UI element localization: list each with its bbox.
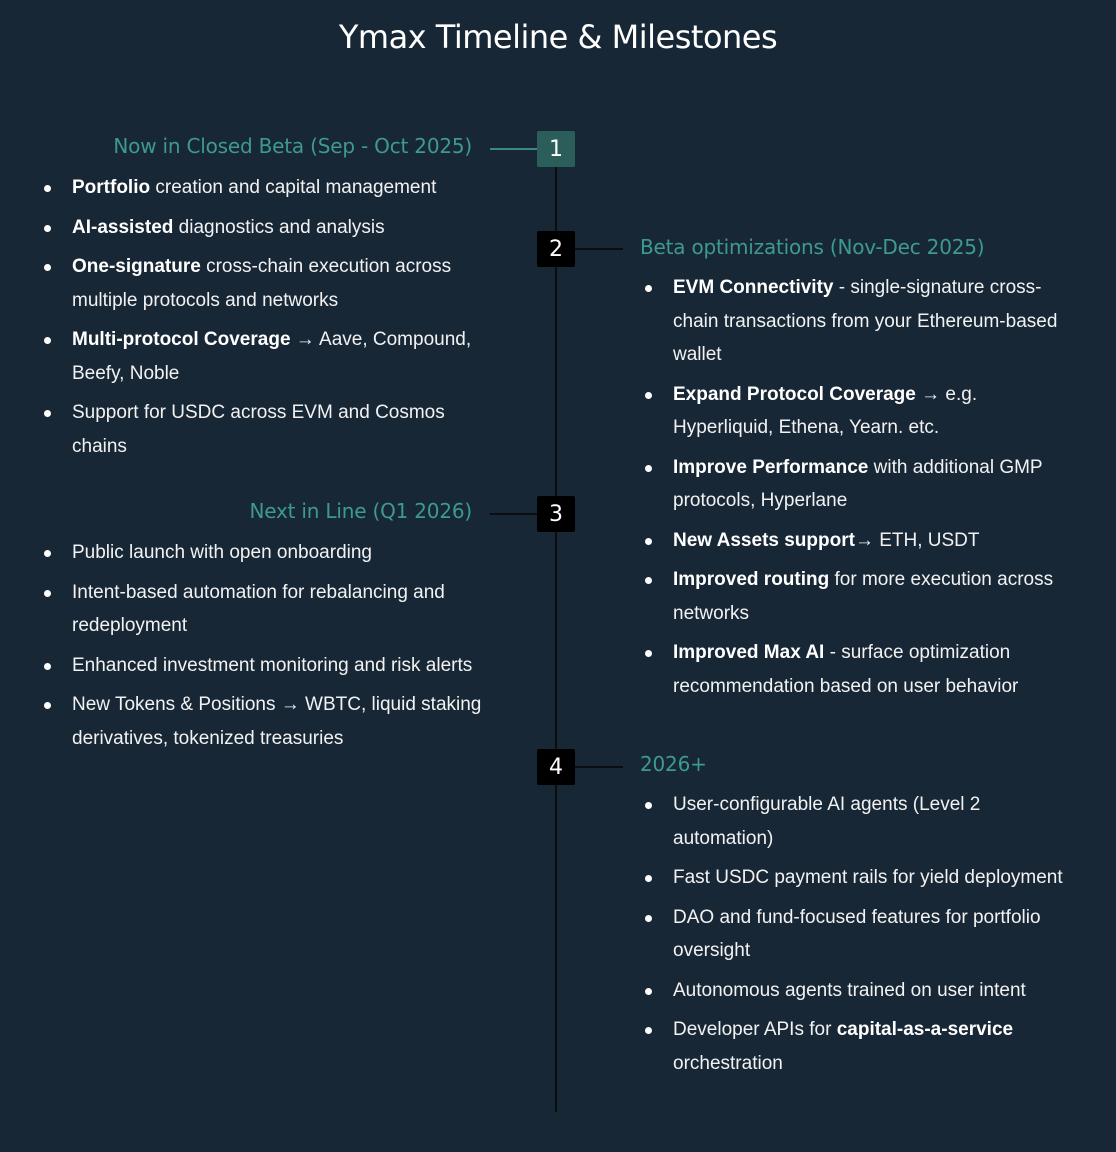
list-item: AI-assisted diagnostics and analysis bbox=[42, 211, 482, 245]
list-item: Autonomous agents trained on user intent bbox=[643, 974, 1073, 1008]
list-item: Intent-based automation for rebalancing and redeployment bbox=[42, 576, 482, 643]
list-item: EVM Connectivity - single-signature cross-chain transactions from your Ethereum-based wallet bbox=[643, 271, 1063, 372]
list-item: Expand Protocol Coverage → e.g. Hyperliquid, Ethena, Yearn. etc. bbox=[643, 378, 1063, 445]
connector-2 bbox=[575, 248, 623, 250]
phase-4-list bbox=[643, 788, 1073, 1086]
list-item: DAO and fund-focused features for portfolio oversight bbox=[643, 901, 1073, 968]
phase-1-list bbox=[42, 171, 482, 469]
connector-1 bbox=[490, 148, 538, 150]
list-item: One-signature cross-chain execution across multiple protocols and networks bbox=[42, 250, 482, 317]
list-item: Improve Performance with additional GMP protocols, Hyperlane bbox=[643, 451, 1063, 518]
list-item: Multi-protocol Coverage → Aave, Compound, Beefy, Noble bbox=[42, 323, 482, 390]
phase-3-list bbox=[42, 536, 482, 761]
milestone-badge-1: 1 bbox=[537, 131, 575, 167]
list-item: Developer APIs for capital-as-a-service orchestration bbox=[643, 1013, 1073, 1080]
phase-title-1: Now in Closed Beta (Sep - Oct 2025) bbox=[113, 134, 472, 158]
list-item: User-configurable AI agents (Level 2 automation) bbox=[643, 788, 1073, 855]
list-item: Enhanced investment monitoring and risk alerts bbox=[42, 649, 482, 683]
connector-4 bbox=[575, 766, 623, 768]
phase-title-2: Beta optimizations (Nov-Dec 2025) bbox=[640, 235, 985, 259]
timeline-spine bbox=[555, 166, 557, 1112]
list-item: Public launch with open onboarding bbox=[42, 536, 482, 570]
phase-title-3: Next in Line (Q1 2026) bbox=[249, 499, 472, 523]
list-item: Support for USDC across EVM and Cosmos chains bbox=[42, 396, 482, 463]
milestone-badge-4: 4 bbox=[537, 749, 575, 785]
list-item: Improved routing for more execution across networks bbox=[643, 563, 1063, 630]
milestone-badge-2: 2 bbox=[537, 231, 575, 267]
list-item: Fast USDC payment rails for yield deployment bbox=[643, 861, 1073, 895]
list-item: Improved Max AI - surface optimization recommendation based on user behavior bbox=[643, 636, 1063, 703]
milestone-badge-3: 3 bbox=[537, 496, 575, 532]
connector-3 bbox=[490, 513, 538, 515]
list-item: Portfolio creation and capital management bbox=[42, 171, 482, 205]
list-item: New Tokens & Positions → WBTC, liquid staking derivatives, tokenized treasuries bbox=[42, 688, 482, 755]
phase-2-list bbox=[643, 271, 1063, 709]
page-title: Ymax Timeline & Milestones bbox=[338, 18, 778, 56]
list-item: New Assets support→ ETH, USDT bbox=[643, 524, 1063, 558]
phase-title-4: 2026+ bbox=[640, 752, 707, 776]
